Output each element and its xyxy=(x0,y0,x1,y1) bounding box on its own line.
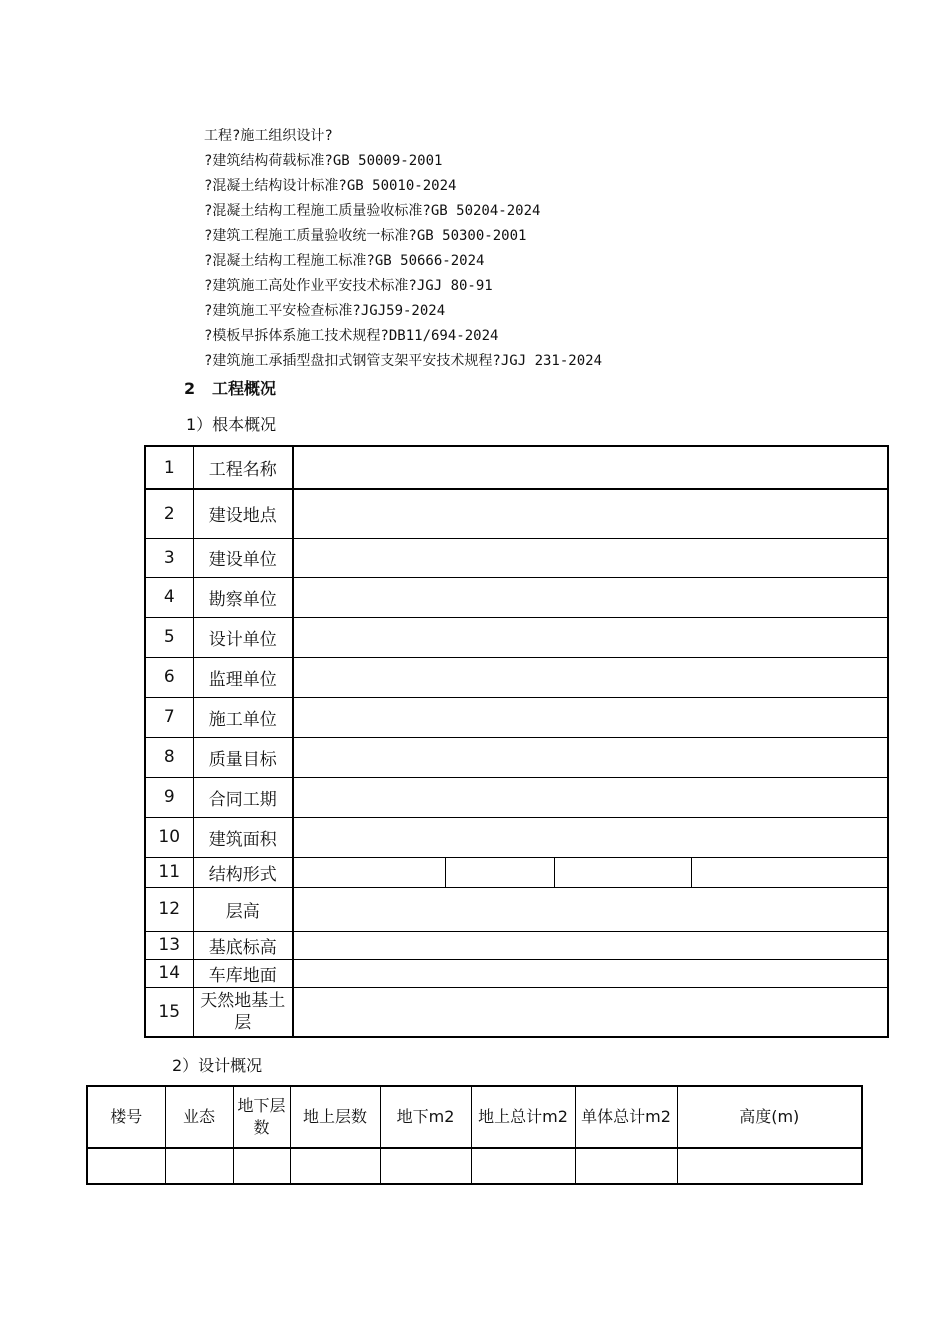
row-number: 3 xyxy=(145,538,193,577)
row-number: 5 xyxy=(145,617,193,657)
value-cell[interactable] xyxy=(293,777,888,817)
table-row xyxy=(145,446,888,489)
row-label: 建筑面积 xyxy=(193,817,293,857)
row-number: 11 xyxy=(145,857,193,887)
design-info-subtitle: 2）设计概况 xyxy=(172,1056,263,1075)
reference-item: ?模板早拆体系施工技术规程?DB11/694-2024 xyxy=(204,328,499,344)
table-row xyxy=(145,857,888,887)
table-row xyxy=(145,737,888,777)
row-number: 8 xyxy=(145,737,193,777)
row-label: 工程名称 xyxy=(193,446,293,489)
row-label: 天然地基土层 xyxy=(193,987,293,1037)
value-cell[interactable] xyxy=(445,857,554,887)
table-row xyxy=(145,987,888,1037)
basic-info-subtitle: 1）根本概况 xyxy=(186,415,277,434)
row-number: 12 xyxy=(145,887,193,931)
value-cell[interactable] xyxy=(293,489,888,538)
row-label: 合同工期 xyxy=(193,777,293,817)
value-cell[interactable] xyxy=(293,987,888,1037)
reference-item: ?混凝土结构工程施工标准?GB 50666-2024 xyxy=(204,253,485,269)
reference-item: ?混凝土结构设计标准?GB 50010-2024 xyxy=(204,178,457,194)
value-cell[interactable] xyxy=(293,538,888,577)
value-cell[interactable] xyxy=(87,1148,165,1184)
row-number: 9 xyxy=(145,777,193,817)
value-cell[interactable] xyxy=(293,617,888,657)
value-cell[interactable] xyxy=(293,657,888,697)
row-label: 设计单位 xyxy=(193,617,293,657)
row-label: 基底标高 xyxy=(193,931,293,959)
table-row xyxy=(145,577,888,617)
column-header: 地下层数 xyxy=(233,1086,290,1148)
row-number: 4 xyxy=(145,577,193,617)
row-label: 施工单位 xyxy=(193,697,293,737)
value-cell[interactable] xyxy=(691,857,888,887)
value-cell[interactable] xyxy=(293,857,445,887)
basic-info-table xyxy=(144,445,889,1038)
reference-item: 工程?施工组织设计? xyxy=(204,128,333,144)
row-label: 结构形式 xyxy=(193,857,293,887)
column-header: 地上层数 xyxy=(290,1086,380,1148)
column-header: 高度(m) xyxy=(677,1086,862,1148)
column-header: 地上总计m2 xyxy=(471,1086,575,1148)
value-cell[interactable] xyxy=(293,577,888,617)
value-cell[interactable] xyxy=(293,959,888,987)
column-header: 地下m2 xyxy=(380,1086,471,1148)
value-cell[interactable] xyxy=(233,1148,290,1184)
table-row xyxy=(145,931,888,959)
value-cell[interactable] xyxy=(554,857,691,887)
table-row xyxy=(145,489,888,538)
column-header: 单体总计m2 xyxy=(575,1086,677,1148)
row-label: 勘察单位 xyxy=(193,577,293,617)
table-row xyxy=(145,697,888,737)
value-cell[interactable] xyxy=(380,1148,471,1184)
row-label: 建设单位 xyxy=(193,538,293,577)
row-number: 6 xyxy=(145,657,193,697)
section-title-text: 工程概况 xyxy=(212,379,277,398)
reference-item: ?建筑工程施工质量验收统一标准?GB 50300-2001 xyxy=(204,228,527,244)
row-label: 质量目标 xyxy=(193,737,293,777)
value-cell[interactable] xyxy=(293,737,888,777)
value-cell[interactable] xyxy=(165,1148,233,1184)
reference-item: ?建筑施工平安检查标准?JGJ59-2024 xyxy=(204,303,446,319)
table-row xyxy=(145,777,888,817)
reference-item: ?混凝土结构工程施工质量验收标准?GB 50204-2024 xyxy=(204,203,541,219)
value-cell[interactable] xyxy=(471,1148,575,1184)
table-row xyxy=(145,817,888,857)
table-header-row xyxy=(87,1086,862,1148)
design-info-table xyxy=(86,1085,863,1185)
section-number: 2 xyxy=(184,379,196,398)
value-cell[interactable] xyxy=(575,1148,677,1184)
value-cell[interactable] xyxy=(293,697,888,737)
column-header: 楼号 xyxy=(87,1086,165,1148)
row-number: 2 xyxy=(145,489,193,538)
value-cell[interactable] xyxy=(677,1148,862,1184)
row-label: 车库地面 xyxy=(193,959,293,987)
row-number: 14 xyxy=(145,959,193,987)
section-heading xyxy=(184,376,276,399)
table-row xyxy=(145,959,888,987)
table-row xyxy=(145,657,888,697)
reference-item: ?建筑结构荷载标准?GB 50009-2001 xyxy=(204,153,443,169)
table-row xyxy=(145,887,888,931)
column-header: 业态 xyxy=(165,1086,233,1148)
value-cell[interactable] xyxy=(290,1148,380,1184)
row-number: 1 xyxy=(145,446,193,489)
value-cell[interactable] xyxy=(293,446,888,489)
row-number: 13 xyxy=(145,931,193,959)
table-row xyxy=(145,538,888,577)
row-label: 监理单位 xyxy=(193,657,293,697)
value-cell[interactable] xyxy=(293,887,888,931)
row-label: 建设地点 xyxy=(193,489,293,538)
row-number: 10 xyxy=(145,817,193,857)
table-row xyxy=(87,1148,862,1184)
reference-item: ?建筑施工高处作业平安技术标准?JGJ 80-91 xyxy=(204,278,493,294)
row-number: 15 xyxy=(145,987,193,1037)
reference-item: ?建筑施工承插型盘扣式钢管支架平安技术规程?JGJ 231-2024 xyxy=(204,353,603,369)
row-label: 层高 xyxy=(193,887,293,931)
value-cell[interactable] xyxy=(293,817,888,857)
value-cell[interactable] xyxy=(293,931,888,959)
table-row xyxy=(145,617,888,657)
row-number: 7 xyxy=(145,697,193,737)
